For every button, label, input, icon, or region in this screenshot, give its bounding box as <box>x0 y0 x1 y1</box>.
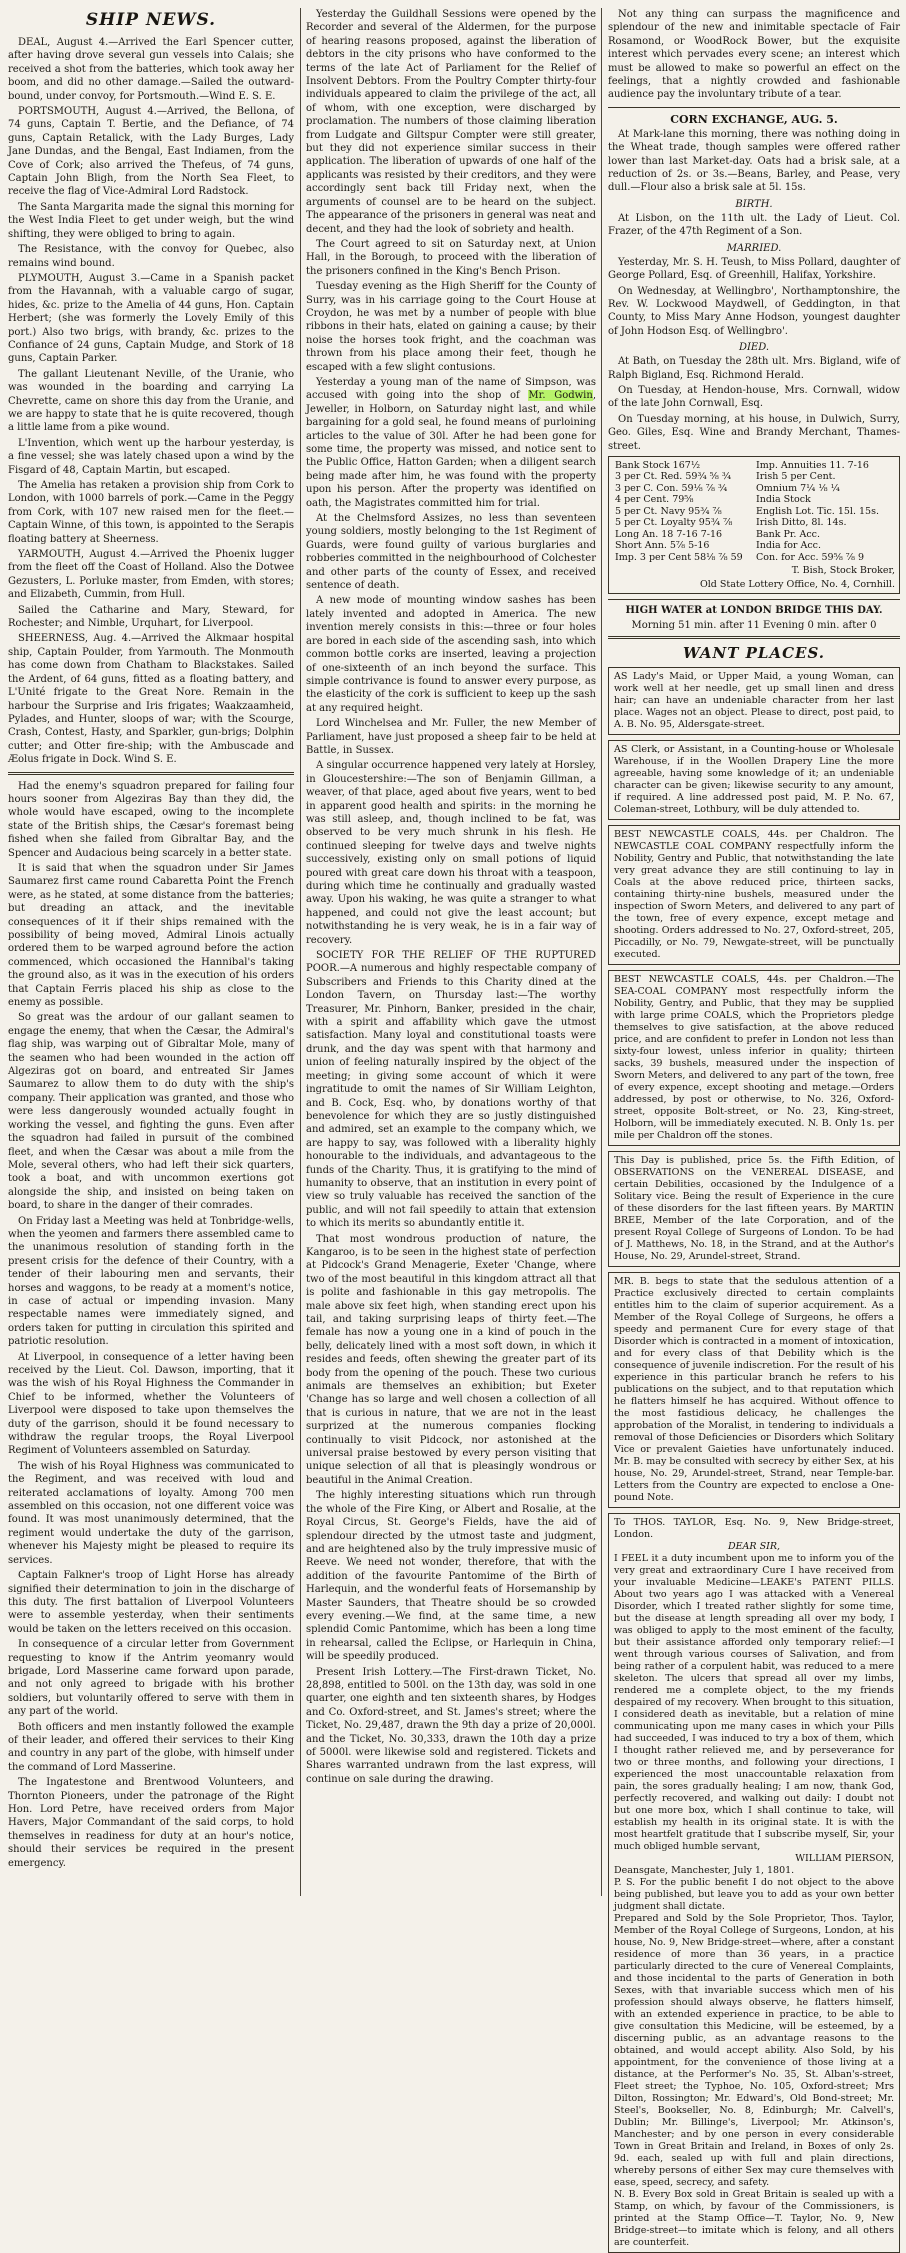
corn-exchange-report: At Mark-lane this morning, there was nothing doing in the Wheat trade, though samples were offered rather lower than last Market-day. Oats had a brisk sale, at a reduction of 2s. or 3s.—Beans, Barley, and Pease, very dull.—Flour also a brisk sale at 5l. 15s. <box>608 128 900 194</box>
tide-title: HIGH WATER at LONDON BRIDGE THIS DAY. <box>625 605 883 617</box>
divider <box>608 107 900 108</box>
stock-row: Omnium 7¼ ⅛ ¼ <box>756 482 840 494</box>
article-paragraph: The highly interesting situations which run through the whole of the Fire King, or Albert and Rosalie, at the Royal Circus, St. George's Fields, have the aid of splendour directed by the utmost taste and judgment, and are heightened also by the truly impressive music of Reeve. We need not wonder, therefore, that with the addition of the favourite Pantomime of the Birth of Harlequin, and the wonderful feats of Horsemanship by Master Saunders, that Theatre should be so crowded every evening.—We find, at the same time, a new splendid Comic Pantomime, which has been a long time in rehearsal, called the Eclipse, or Harlequin in China, will be speedily produced. <box>306 1490 596 1663</box>
article-paragraph: DEAL, August 4.—Arrived the Earl Spencer cutter, after having drove several gun vessels into Calais; she received a shot from the batteries, which took away her boom, and did no other damage.—Sailed the outward-bound, under convoy, for Portsmouth.—Wind E. S. E. <box>8 37 294 102</box>
article-paragraph: At the Chelmsford Assizes, no less than seventeen young soldiers, mostly belonging to the 1st Regiment of Guards, were found guilty of various burglaries and robberies committed in the neighbourhood of Colchester and other parts of the county of Essex, and received sentence of death. <box>306 513 596 592</box>
stock-row: Con. for Acc. 59⅝ ⅞ 9 <box>756 551 865 563</box>
birth-title: BIRTH. <box>735 198 773 210</box>
article-paragraph: L'Invention, which went up the harbour yesterday, is a fine vessel; she was lately chased upon a wind by the Fisgard of 48, Captain Martin, but escaped. <box>8 437 294 476</box>
article-paragraph: Captain Falkner's troop of Light Horse has already signified their determination to join in the discharge of this duty. The first battalion of Liverpool Volunteers were to assemble yesterday, when their sentiments would be taken on the letters received on this occasion. <box>8 1570 294 1635</box>
ad-observations-book: This Day is published, price 5s. the Fifth Edition, of OBSERVATIONS on the VENEREAL DISEASE, and certain Debilities, occasioned by the Indulgence of a Solitary vice. Being the result of Experience in the cure of these disorders for the last fifteen years. By MARTIN BREE, Member of the late Corporation, and of the present Royal College of Surgeons of London. To be had of J. Matthews, No. 18, in the Strand, and at the Author's House, No. 29, Arundel-street, Strand. <box>608 1151 900 1267</box>
section-divider <box>8 772 294 775</box>
article-paragraph: Both officers and men instantly followed the example of their leader, and offered their services to their King and country in any part of the globe, with himself under the command of Lord Masserine. <box>8 1721 294 1773</box>
column-notices-ads <box>608 8 900 2249</box>
birth-notice: At Lisbon, on the 11th ult. the Lady of Lieut. Col. Frazer, of the 47th Regiment of a Son. <box>608 212 900 238</box>
married-title: MARRIED. <box>726 242 782 254</box>
stock-row: Bank Stock 167½ <box>615 459 701 471</box>
stock-row: Imp. 3 per Cent 58⅛ ⅞ 59 <box>615 551 743 563</box>
ad-sea-coal: BEST NEWCASTLE COALS, 44s. per Chaldron.—The SEA-COAL COMPANY most respectfully inform the Nobility, Gentry, and Public, that they may be supplied with large prime COALS, which the Proprietors pledge themselves to give satisfaction, at the above reduced price, and are confident to prefer in London not less than sixty-four lowest, unless inferior in quality; thirteen sacks, 39 bushels, measured under the inspection of Sworn Meters, and delivered to any part of the town, free of every expence, except shooting and metage.—Orders addressed, by post or otherwise, to No. 326, Oxford-street, opposite Bolt-street, or No. 23, King-street, Holborn, will be immediately executed. N. B. Only 1s. per mile per Chaldron off the stones. <box>608 970 900 1146</box>
stock-prices-table <box>608 456 900 595</box>
article-paragraph: Present Irish Lottery.—The First-drawn Ticket, No. 28,898, entitled to 500l. on the 13th day, was sold in one quarter, one eighth and ten sixteenth shares, by Hodges and Co. Oxford-street, and St. James's street; where the Ticket, No. 29,487, drawn the 9th day a prize of 20,000l. and the Ticket, No. 30,333, drawn the 10th day a prize of 5000l. were likewise sold and registered. Tickets and Shares warranted undrawn from the last express, will continue on sale during the drawing. <box>306 1666 596 1785</box>
highlighted-name: Mr. Godwin <box>528 390 593 402</box>
letter-signature: WILLIAM PIERSON, <box>795 1853 894 1865</box>
married-notice: Yesterday, Mr. S. H. Teush, to Miss Pollard, daughter of George Pollard, Esq. of Greenhill, Halifax, Yorkshire. <box>608 256 900 282</box>
ad-mr-b: MR. B. begs to state that the sedulous attention of a Practice exclusively directed to certain complaints entitles him to the claim of superior acquirement. As a Member of the Royal College of Surgeons, he offers a speedy and permanent Cure for every stage of that Disorder which is contracted in a moment of intoxication, and for every class of that Debility which is the consequence of juvenile indiscretion. For the result of his experience in this particular branch he refers to his publications on the subject, and to that reputation which he flatters himself he has acquired. Without offence to the most fastidious delicacy, he challenges the approbation of the Moralist, in tendering to individuals a removal of those Deficiencies or Disorders which Solitary Vice or prevalent Gaieties have unfortunately induced. Mr. B. may be consulted with secrecy by either Sex, at his house, No. 29, Arundel-street, Strand, near Temple-bar. Letters from the Country are expected to enclose a One-pound Note. <box>608 1272 900 1508</box>
article-paragraph: The Santa Margarita made the signal this morning for the West India Fleet to get under weigh, but the wind shifting, they were obliged to bring to again. <box>8 201 294 240</box>
stock-row: India Stock <box>756 494 811 506</box>
ad-leake-pills <box>608 1513 900 2253</box>
article-paragraph: SHEERNESS, Aug. 4.—Arrived the Alkmaar hospital ship, Captain Poulder, from Yarmouth. The Monmouth has come down from Chatham to Blackstakes. Sailed the Ardent, of 64 guns, fitted as a floating battery, and L'Unité frigate to the Great Nore. Remain in the harbour the Surprise and Iris frigates; Waakzaamheid, Pylades, and Hunter, sloops of war; with the Scourge, Crash, Contest, Hasty, and Sparkler, gun-brigs; Dolphin cutter; and Otter fire-ship; with the Ambuscade and Æolus frigate in Dock. Wind S. E. <box>8 633 294 766</box>
letter-tail: N. B. Every Box sold in Great Britain is sealed up with a Stamp, on which, by favour of the Commissioners, is printed at the Stamp Office—T. Taylor, No. 9, New Bridge-street—to imitate which is felony, and all others are counterfeit. <box>614 2189 894 2249</box>
stock-row: Bank Pr. Acc. <box>756 528 820 540</box>
article-paragraph: So great was the ardour of our gallant seamen to engage the enemy, that when the Cæsar, the Admiral's flag ship, was warping out of Gibraltar Mole, many of the seamen who had been wounded in the action off Algeziras got on board, and entreated Sir James Saumarez to allow them to do duty with the ship's company. Their application was granted, and those who were less dangerously wounded actually fought in working the vessel, and fighting the guns. Even after the squadron had failed in pursuit of the combined fleet, and when the Cæsar was about a mile from the Mole, several others, who had left their sick quarters, took a boat, and with uncommon exertions got alongside the ship, and insisted on being taken on board, to share in the danger of their comrades. <box>8 1012 294 1212</box>
column-rule <box>300 8 301 1896</box>
letter-body: I FEEL it a duty incumbent upon me to inform you of the very great and extraordinary Cure I have received from your invaluable Medicine—LEAKE's PATENT PILLS. About two years ago I was attacked with a Venereal Disorder, which I treated rather slightly for some time, but the disease at length spreading all over my body, I was obliged to apply to the most eminent of the faculty, but their assistance afforded only temporary relief:—I went through various courses of Salivation, and from being rather of a corpulent habit, was reduced to a mere skeleton. The ulcers that spread all over my limbs, rendered me a complete object, to the my friends despaired of my recovery. When brought to this situation, I considered death as inevitable, but a relation of mine communicating upon me many cases in which your Pills had succeeded, I was induced to try a box of them, which I thought rather relieved me, and by perseverance for two or three months, and following your directions, I experienced the most unaccountable relaxation from pain, the sores gradually healing; I am now, thank God, perfectly recovered, and walking out daily: I doubt not but one more box, which I shall continue to take, will establish my health in its original state. It is with the most heartfelt gratitude that I subscribe myself, Sir, your much obliged humble servant, <box>614 1553 894 1853</box>
column-domestic-news <box>306 8 596 1896</box>
stock-row: 3 per C. Con. 59⅛ ⅞ ¾ <box>615 482 728 494</box>
corn-exchange-title: CORN EXCHANGE, AUG. 5. <box>670 112 838 126</box>
stock-row: 3 per Ct. Red. 59¾ ⅝ ¾ <box>615 471 732 483</box>
stock-row: India for Acc. <box>756 540 821 552</box>
ad-newcastle-coal: BEST NEWCASTLE COALS, 44s. per Chaldron. The NEWCASTLE COAL COMPANY respectfully inform the Nobility, Gentry and Public, that notwithstanding the late very great advance they are still continuing to lay in Coals at the above reduced price, thirteen sacks, containing thirty-nine bushels, measured under the inspection of Sworn Meters, and delivered to any part of the town, free of every expence, except metage and shooting. Orders addressed to No. 27, Oxford-street, 205, Piccadilly, or No. 79, Newgate-street, will be punctually executed. <box>608 825 900 965</box>
article-paragraph-highlighted: Yesterday a young man of the name of Simpson, was accused with going into the shop of Mr. Godwin, Jeweller, in Holborn, on Saturday night last, and while bargaining for a gold seal, he found means of purloining articles to the value of 30l. After he had been gone for some time, the property was missed, and notice sent to the Public Office, Hatton Garden; when a diligent search being made after him, he was found with the property upon his person. After the property was identified on oath, the Magistrates committed him for trial. <box>306 376 596 509</box>
article-paragraph: Sailed the Catharine and Mary, Steward, for Rochester; and Nimble, Urquhart, for Liverpool. <box>8 604 294 630</box>
article-paragraph: On Friday last a Meeting was held at Tonbridge-wells, when the yeomen and farmers there assembled came to the unanimous resolution of standing forth in the present crisis for the defence of their Country, with a tender of their labouring men and servants, their horses and waggons, to be ready at a moment's notice, in case of actual or impending invasion. Many respectable names were immediately signed, and orders taken for putting in circulation this spirited and patriotic resolution. <box>8 1215 294 1348</box>
letter-place: Deansgate, Manchester, July 1, 1801. <box>614 1865 795 1877</box>
tide-times: Morning 51 min. after 11 Evening 0 min. after 0 <box>631 620 877 632</box>
letter-tail: P. S. For the public benefit I do not object to the above being published, but leave you to add as your own better judgment shall dictate. <box>614 1877 894 1913</box>
article-paragraph: SOCIETY FOR THE RELIEF OF THE RUPTURED POOR.—A numerous and highly respectable company of Subscribers and Friends to this Charity dined at the London Tavern, on Thursday last:—The worthy Treasurer, Mr. Pinhorn, Banker, presided in the chair, with a spirit and affability which gave the utmost satisfaction. Many loyal and constitutional toasts were drunk, and the day was spent with that harmony and union of feeling naturally inspired by the object of the meeting; in giving some account of which it were ingratitude to omit the names of Sir William Leighton, and B. Cock, Esq. who, by donations worthy of that benevolence for which they are so justly distinguished and admired, set an example to the company which, we are happy to say, was followed with a liberality highly honourable to the individuals, and advantageous to the funds of the Charity. Thus, it is gratifying to the mind of humanity to observe, that an institution in every point of view so truly valuable has received the sanction of the public, and will not fail speedily to attain that extension to which its merits so abundantly entitle it. <box>306 950 596 1230</box>
article-paragraph: Had the enemy's squadron prepared for failing four hours sooner from Algeziras Bay than they did, the whole would have escaped, owing to the incomplete state of the British ships, the Cæsar's foremast being fished when she failed from Gibraltar Bay, and the Spencer and Audacious being scarcely in a better state. <box>8 780 294 859</box>
article-paragraph: YARMOUTH, August 4.—Arrived the Phoenix lugger from the fleet off the Coast of Holland. Also the Dotwee Gezusters, L. Porluke master, from Emden, with stores; and Elizabeth, Cummin, from Hull. <box>8 549 294 601</box>
died-notice: On Tuesday morning, at his house, in Dulwich, Surry, Geo. Giles, Esq. Wine and Brandy Merchant, Thames-street. <box>608 413 900 452</box>
ad-clerk: AS Clerk, or Assistant, in a Counting-house or Wholesale Warehouse, if in the Woollen Drapery Line the more agreeable, having some knowledge of it; an undeniable character can be given; likewise security to any amount, if required. A line addressed post paid, M. P. No. 67, Coleman-street, Lothbury, will be duly attended to. <box>608 740 900 820</box>
letter-address: To THOS. TAYLOR, Esq. No. 9, New Bridge-street, London. <box>614 1517 894 1541</box>
article-paragraph: The Amelia has retaken a provision ship from Cork to London, with 1000 barrels of pork.—Came in the Peggy from Cork, with 107 new raised men for the fleet.—Captain Winne, of this town, is appointed to the Serapis floating battery at Sheerness. <box>8 480 294 545</box>
ad-ladys-maid: AS Lady's Maid, or Upper Maid, a young Woman, can work well at her needle, get up small linen and dress hair; can have an undeniable character from her last place. Wages not an object. Please to direct, post paid, to A. B. No. 95, Aldersgate-street. <box>608 667 900 735</box>
stock-broker: T. Bish, Stock Broker, <box>791 565 895 577</box>
article-paragraph: That most wondrous production of nature, the Kangaroo, is to be seen in the highest state of perfection at Pidcock's Grand Menagerie, Exeter 'Change, where two of the most beautiful in this kingdom attract all that is polite and fashionable in this gay metropolis. The male above six feet high, when standing erect upon his tail, and taking surprising leaps of thirty feet.—The female has now a young one in a kind of pouch in the belly, delicately lined with a most soft down, in which it resides and feeds, often shewing the greater part of its body from the opening of the pouch. These two curious animals are themselves an exhibition; but Exeter 'Change has so large and well chosen a collection of all that is curious in nature, that we are not in the least surprized at the numerous companies flocking continually to visit Pidcock, nor astonished at the universal praise bestowed by every person visiting that unique selection of all that is pleasingly wondrous or beautiful in the Animal Creation. <box>306 1233 596 1486</box>
article-paragraph: PLYMOUTH, August 3.—Came in a Spanish packet from the Havannah, with a valuable cargo of sugar, hides, &c. prize to the Amelia of 44 guns, Hon. Captain Herbert; (she was formerly the Lovely Emily of this port.) Also two brigs, with brandy, &c. prizes to the Confiance of 24 guns, Captain Mudge, and Stork of 18 guns, Captain Parker. <box>8 272 294 365</box>
article-paragraph: At Liverpool, in consequence of a letter having been received by the Lieut. Col. Dawson, importing, that it was the wish of his Royal Highness the Commander in Chief to be informed, whether the Volunteers of Liverpool were disposed to take upon themselves the duty of the garrison, should it be found necessary to withdraw the regular troops, the Royal Liverpool Regiment of Volunteers assembled on Saturday. <box>8 1351 294 1457</box>
article-paragraph: The Ingatestone and Brentwood Volunteers, and Thornton Pioneers, under the patronage of the Right Hon. Lord Petre, have received orders from Major Havers, Major Commandant of the said corps, to hold themselves in readiness for duty at an hour's notice, should their services be required in the present emergency. <box>8 1777 294 1869</box>
article-paragraph: A singular occurrence happened very lately at Horsley, in Gloucestershire:—The son of Benjamin Gillman, a weaver, of that place, aged about five years, went to bed in apparent good health and spirits: in the morning he was still asleep, and, though inclined to be fat, was observed to be very much shrunk in his flesh. He continued sleeping for twelve days and twelve nights successively, existing only on small potions of liquid poured with great care down his throat with a teaspoon, during which time he continually and gradually wasted away. Upon his waking, he was quite a stranger to what happened, and could not give the least account; but notwithstanding he is very weak, he is in a fair way of recovery. <box>306 760 596 946</box>
stock-row: 5 per Ct. Navy 95¾ ⅞ <box>615 505 722 517</box>
article-paragraph: In consequence of a circular letter from Government requesting to know if the Antrim yeomanry would brigade, Lord Masserine came forward upon parade, and not only agreed to brigade with his brother soldiers, but voluntarily offered to serve with them in any part of the world. <box>8 1639 294 1718</box>
stock-row: Imp. Annuities 11. 7-16 <box>756 459 869 471</box>
article-paragraph: The Resistance, with the convoy for Quebec, also remains wind bound. <box>8 244 294 269</box>
stock-row: English Lot. Tic. 15l. 15s. <box>756 505 879 517</box>
died-notice: On Tuesday, at Hendon-house, Mrs. Cornwall, widow of the late John Cornwall, Esq. <box>608 384 900 410</box>
naval-news-body <box>8 780 294 1871</box>
article-paragraph: A new mode of mounting window sashes has been lately invented and adopted in America. The new invention merely consists in this:—three or four holes are bored in each side of the ascending sash, into which common bottle corks are inserted, leaving a projection of one-sixteenth of an inch beyond the surface. This simple contrivance is found to answer every purpose, as the elasticity of the cork is sufficient to keep up the sash at any required height. <box>306 595 596 714</box>
article-paragraph: The gallant Lieutenant Neville, of the Uranie, who was wounded in the boarding and carrying La Chevrette, came on shore this day from the Uranie, and we are happy to state that he is quite recovered, though a little lame from a pike wound. <box>8 368 294 434</box>
married-notice: On Wednesday, at Wellingbro', Northamptonshire, the Rev. W. Lockwood Maydwell, of Geddington, in that County, to Miss Mary Anne Hodson, youngest daughter of John Hodson Esq. of Wellingbro'. <box>608 285 900 337</box>
article-paragraph: Tuesday evening as the High Sheriff for the County of Surry, was in his carriage going to the Court House at Croydon, he was met by a number of people with blue ribbons in their hats, elated on gaining a cause; by their noise the horses took fright, and the coachman was thrown from his place among their feet, though he escaped with a few slight contusions. <box>306 281 596 373</box>
stock-row: 4 per Cent. 79⅝ <box>615 494 694 506</box>
stock-row: Irish Ditto, 8l. 14s. <box>756 517 847 529</box>
article-paragraph: Yesterday the Guildhall Sessions were opened by the Recorder and several of the Aldermen, for the purpose of hearing reasons proposed, against the liberation of debtors in the city prisons who have conformed to the terms of the late Act of Parliament for the Relief of Insolvent Debtors. From the Poultry Compter thirty-four individuals appeared to claim the privilege of the act, all of whom, with one exception, were discharged by proclamation. The numbers of those claiming liberation from Ludgate and Giltspur Compter were still greater, but they did not experience similar success in their application. The liberation of upwards of one half of the applicants was resisted by their creditors, and they were accordingly sent back till Friday next, when the arguments of counsel are to be heard on the subject. The appearance of the prisoners in general was neat and decent, and they had the look of sobriety and health. <box>306 9 596 235</box>
ship-news-body <box>8 36 294 767</box>
article-paragraph: It is said that when the squadron under Sir James Saumarez first came round Cabaretta Point the French were, as he stated, at some distance from the batteries; but dreading an attack, and the inevitable consequences of it if their ships remained with the possibility of being moved, Admiral Linois actually ordered them to be warped aground before the action commenced, which occasioned the Hannibal's taking the ground also, as it was in the execution of his orders that Captain Ferris placed his ship as close to the enemy as possible. <box>8 862 294 1009</box>
letter-tail: Prepared and Sold by the Sole Proprietor, Thos. Taylor, Member of the Royal College of Surgeons, London, at his house, No. 9, New Bridge-street—where, after a constant residence of more than 36 years, in a practice particularly directed to the cure of Venereal Complaints, and those incidental to the parts of Generation in both Sexes, with that invariable success which men of his profession should always observe, he flatters himself, with an extended experience in practice, to be able to give consultation this Medicine, will be esteemed, by a discerning public, as an advantage reasons to the obtained, and would accept ability. Also Sold, by his appointment, for the convenience of those living at a distance, at the Performer's No. 35, St. Alban's-street, Fleet street; the Typhoe, No. 105, Oxford-street; Mrs Dilton, Rossington; Mr. Edward's, Old Bond-street; Mr. Steel's, Bookseller, No. 8, Edinburgh; Mr. Calvell's, Dublin; Mr. Billinge's, Liverpool; Mr. Atkinson's, Manchester; and by one person in every considerable Town in Great Britain and Ireland, in Boxes of only 2s. 9d. each, sealed up with full and plain directions, whereby persons of either Sex may cure themselves with ease, speed, secrecy, and safety. <box>614 1913 894 2189</box>
want-places-title: WANT PLACES. <box>683 644 825 663</box>
died-title: DIED. <box>738 342 770 354</box>
stock-row: 5 per Ct. Loyalty 95¾ ⅞ <box>615 517 733 529</box>
divider <box>608 636 900 639</box>
stock-office: Old State Lottery Office, No. 4, Cornhill. <box>699 578 895 590</box>
section-title: SHIP NEWS. <box>85 10 217 30</box>
divider <box>608 599 900 600</box>
letter-salutation: DEAR SIR, <box>727 1541 781 1553</box>
article-paragraph: The Court agreed to sit on Saturday next, at Union Hall, in the Borough, to proceed with the liberation of the prisoners confined in the King's Bench Prison. <box>306 238 596 277</box>
column-rule <box>601 8 602 1896</box>
stock-row: Long An. 18 7-16 7-16 <box>615 528 723 540</box>
died-notice: At Bath, on Tuesday the 28th ult. Mrs. Bigland, wife of Ralph Bigland, Esq. Richmond Herald. <box>608 356 900 381</box>
article-paragraph: Lord Winchelsea and Mr. Fuller, the new Member of Parliament, have just proposed a sheep fair to be held at Battle, in Sussex. <box>306 718 596 756</box>
article-paragraph: The wish of his Royal Highness was communicated to the Regiment, and was received with loud and reiterated acclamations of loyalty. Among 700 men assembled on this occasion, not one different voice was found. It was most unanimously determined, that the regiment would undertake the duty of the garrison, whenever his Majesty might be pleased to require its services. <box>8 1460 294 1566</box>
column-ship-news <box>8 8 294 1896</box>
article-paragraph: PORTSMOUTH, August 4.—Arrived, the Bellona, of 74 guns, Captain T. Bertie, and the Defiance, of 74 guns, Captain Retalick, with the Lady Burges, Lady Jane Dundas, and the Bengal, East Indiamen, from the Cove of Cork; also arrived the Thefeus, of 74 guns, Captain John Bligh, from the North Sea Fleet, to receive the flag of Vice-Admiral Lord Radstock. <box>8 106 294 198</box>
theatre-notice: Not any thing can surpass the magnificence and splendour of the new and inimitable spectacle of Fair Rosamond, or WoodRock Bower, but the exquisite interest which pervades every scene; an interest which must be allowed to make so powerful an effect on the feelings, that a nightly crowded and fashionable audience pay the involuntary tribute of a tear. <box>608 9 900 101</box>
stock-row: Irish 5 per Cent. <box>756 471 836 483</box>
stock-row: Short Ann. 5⅞ 5-16 <box>615 540 710 552</box>
